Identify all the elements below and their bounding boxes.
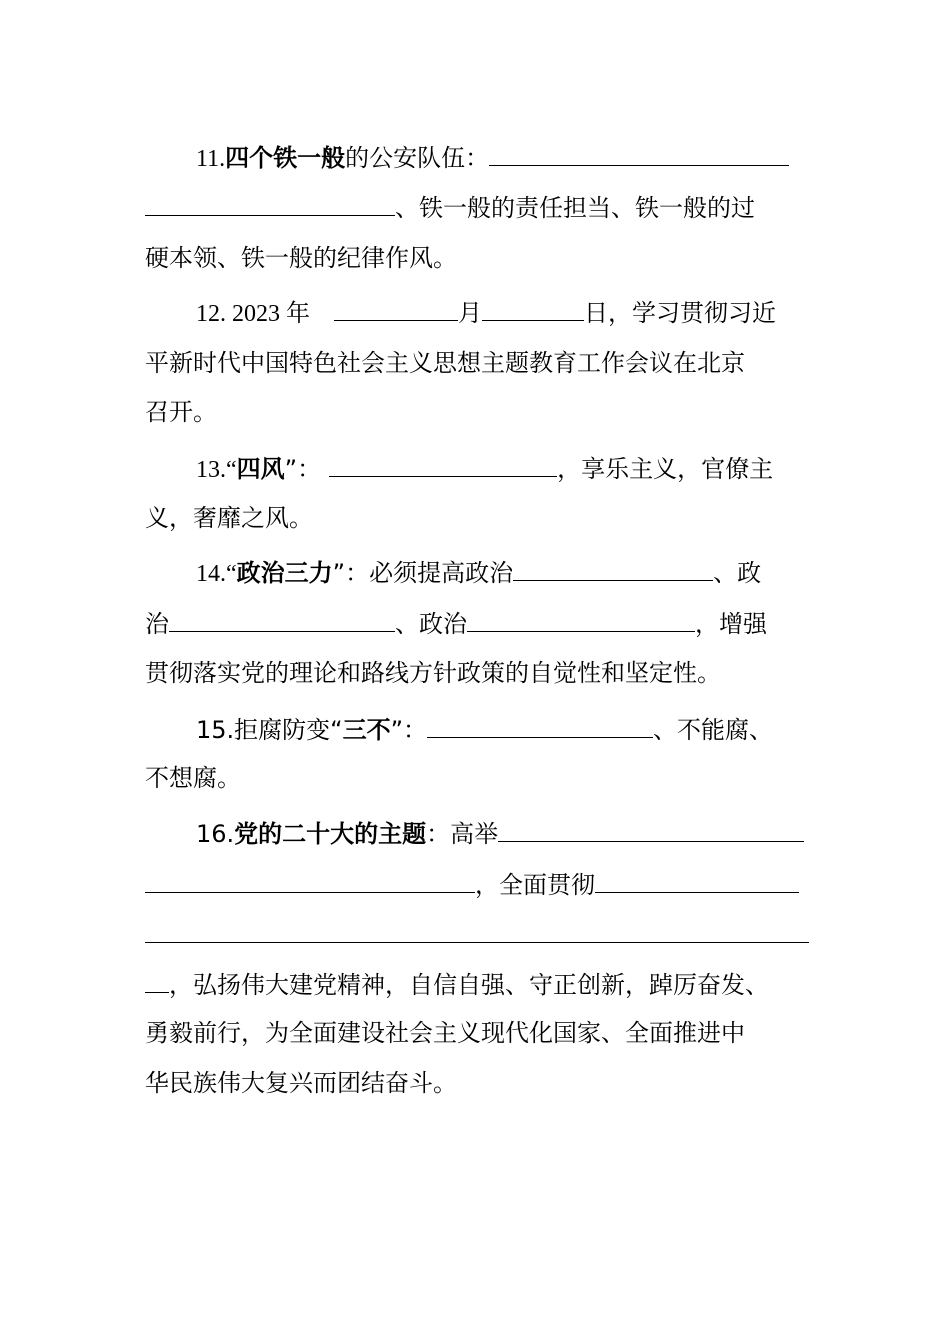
q13-line-1 [196, 446, 773, 490]
q11-blank-2[interactable] [145, 185, 395, 216]
q13-bold-term: 四风 [236, 455, 285, 483]
q16-text-c: ，弘扬伟大建党精神，自信自强、守正创新，踔厉奋发、 [169, 971, 769, 999]
q13-line-2 [145, 496, 313, 540]
q16-blank-4[interactable] [145, 912, 809, 943]
q16-line-6 [145, 1061, 457, 1105]
q15-text-b: 不想腐。 [145, 764, 241, 792]
q15-quote-close: ”： [390, 716, 428, 744]
q16-line-3 [145, 912, 809, 956]
q12-line-3 [145, 390, 217, 434]
q14-line2-start: 治 [145, 610, 169, 638]
q14-line-3 [145, 651, 721, 695]
q16-blank-1[interactable] [498, 811, 804, 842]
q11-text-b: 、铁一般的责任担当、铁一般的过 [395, 194, 755, 222]
q16-line-4 [145, 962, 769, 1006]
q12-line-2 [145, 341, 745, 385]
q14-line-1 [196, 550, 761, 594]
q14-number: 14.“ [196, 561, 237, 587]
q12-line-1 [196, 290, 776, 334]
q14-line-2 [145, 601, 767, 645]
q15-bold-term: 三不 [342, 716, 391, 744]
q15-text-pre: 拒腐防变“ [234, 716, 343, 744]
q16-text-d: 勇毅前行，为全面建设社会主义现代化国家、全面推进中 [145, 1019, 745, 1047]
q16-blank-3[interactable] [595, 862, 799, 893]
q14-text-a: 、政 [713, 559, 762, 587]
q15-number: 15. [196, 716, 235, 744]
q16-line-2 [145, 862, 799, 906]
q15-text-a: 、不能腐、 [653, 716, 774, 744]
q16-blank-2[interactable] [145, 862, 475, 893]
q16-text-a: ：高举 [426, 820, 499, 848]
q13-text-a: ，享乐主义，官僚主 [557, 455, 774, 483]
q11-number: 11. [196, 146, 226, 172]
q12-blank-month[interactable] [334, 290, 458, 321]
q14-text-line-3: 贯彻落实党的理论和路线方针政策的自觉性和坚定性。 [145, 659, 721, 687]
q14-bold-term: 政治三力 [236, 559, 333, 587]
q11-blank-1[interactable] [489, 135, 789, 166]
q16-line-5 [145, 1011, 745, 1055]
q13-blank[interactable] [329, 446, 557, 477]
q14-blank-2[interactable] [169, 601, 395, 632]
q14-line2-mid: 、政治 [395, 610, 467, 638]
q11-line-3 [145, 236, 457, 280]
q11-line-2 [145, 185, 755, 229]
q16-number: 16. [196, 820, 235, 848]
q16-text-b: ，全面贯彻 [475, 871, 595, 899]
q15-line-1 [196, 707, 773, 751]
q11-text-c: 硬本领、铁一般的纪律作风。 [145, 244, 457, 272]
q11-text-a: 的公安队伍： [345, 144, 490, 172]
q14-quote-close: ”：必须提高政治 [332, 559, 514, 587]
q16-text-e: 华民族伟大复兴而团结奋斗。 [145, 1069, 457, 1097]
q15-blank[interactable] [427, 707, 653, 738]
q12-text-line-2: 平新时代中国特色社会主义思想主题教育工作会议在北京 [145, 349, 745, 377]
q14-line2-end: ，增强 [695, 610, 767, 638]
q13-quote-close: ”： [284, 455, 322, 483]
q11-line-1 [196, 135, 789, 179]
q11-bold-term: 四个铁一般 [225, 144, 346, 172]
q15-line-2 [145, 756, 241, 800]
q12-blank-day[interactable] [482, 290, 584, 321]
q13-number: 13.“ [196, 457, 237, 483]
q13-text-b: 义，奢靡之风。 [145, 504, 313, 532]
q16-bold-term: 党的二十大的主题 [234, 820, 427, 848]
q12-text-line-3: 召开。 [145, 398, 217, 426]
q12-number: 12. 2023 年 [196, 301, 310, 327]
q16-blank-5[interactable] [145, 962, 169, 993]
q12-month-label: 月 [458, 299, 482, 327]
q16-line-1 [196, 811, 804, 855]
q14-blank-1[interactable] [513, 550, 713, 581]
q12-day-text: 日，学习贯彻习近 [584, 299, 776, 327]
q14-blank-3[interactable] [467, 601, 695, 632]
